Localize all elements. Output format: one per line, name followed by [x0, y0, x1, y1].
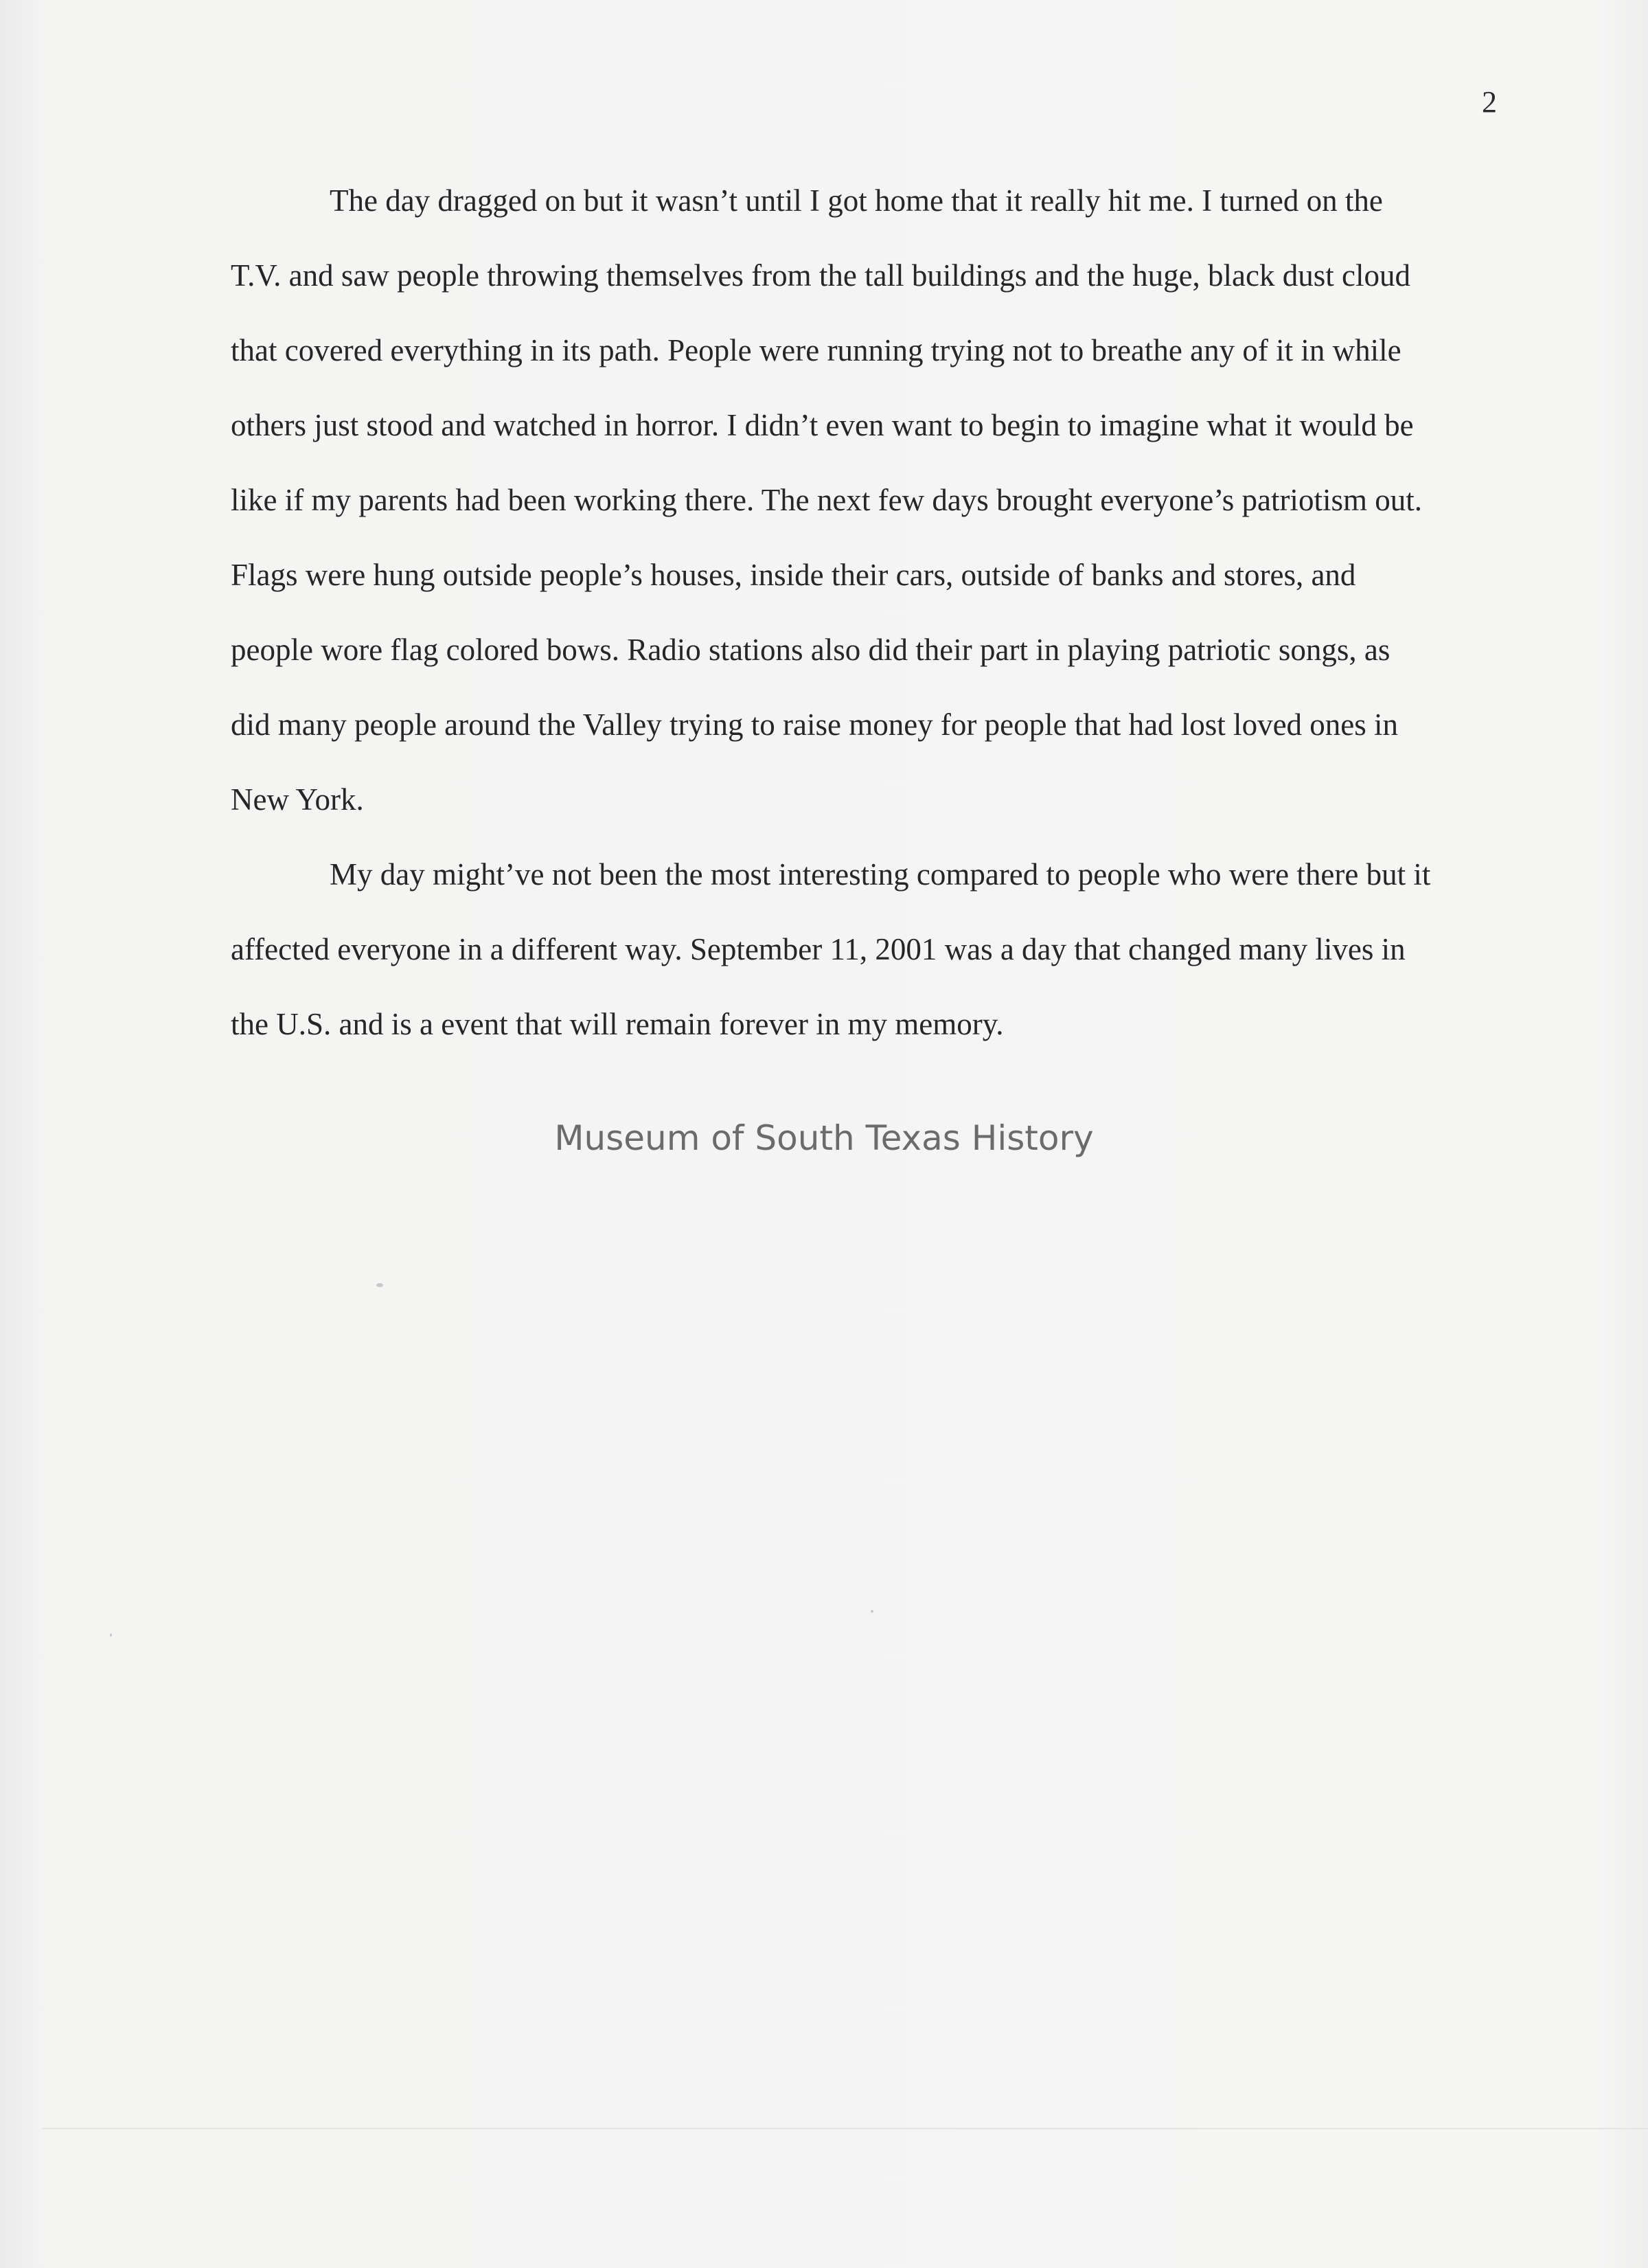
- text-line: Flags were hung outside people’s houses, inside their cars, outside of banks and stores, and: [231, 558, 1356, 592]
- text-line: did many people around the Valley trying to raise money for people that had lost loved ones in: [231, 707, 1399, 742]
- text-line: The day dragged on but it wasn’t until I got home that it really hit me. I turned on the: [330, 183, 1383, 218]
- museum-watermark: Museum of South Texas History: [554, 1118, 1094, 1158]
- text-line: New York.: [231, 782, 364, 817]
- text-line: T.V. and saw people throwing themselves from the tall buildings and the huge, black dust cloud: [231, 258, 1410, 293]
- text-line: the U.S. and is a event that will remain forever in my memory.: [231, 1007, 1004, 1041]
- paragraph-1: [231, 176, 1487, 850]
- dust-speck: [110, 1633, 112, 1637]
- page-number: 2: [1482, 85, 1497, 119]
- text-line: My day might’ve not been the most interesting compared to people who were there but it: [330, 857, 1431, 892]
- dust-speck: [871, 1610, 873, 1613]
- scan-edge: [43, 2128, 1648, 2129]
- essay-body: [231, 176, 1487, 1074]
- text-line: that covered everything in its path. People were running trying not to breathe any of it in while: [231, 333, 1401, 367]
- text-line: like if my parents had been working there. The next few days brought everyone’s patriotism out.: [231, 483, 1422, 517]
- text-line: others just stood and watched in horror. I didn’t even want to begin to imagine what it would be: [231, 408, 1414, 442]
- text-line: people wore flag colored bows. Radio stations also did their part in playing patriotic songs, as: [231, 633, 1390, 667]
- text-line: affected everyone in a different way. September 11, 2001 was a day that changed many lives in: [231, 932, 1406, 966]
- dust-speck: [376, 1283, 383, 1287]
- paragraph-2: [231, 850, 1487, 1074]
